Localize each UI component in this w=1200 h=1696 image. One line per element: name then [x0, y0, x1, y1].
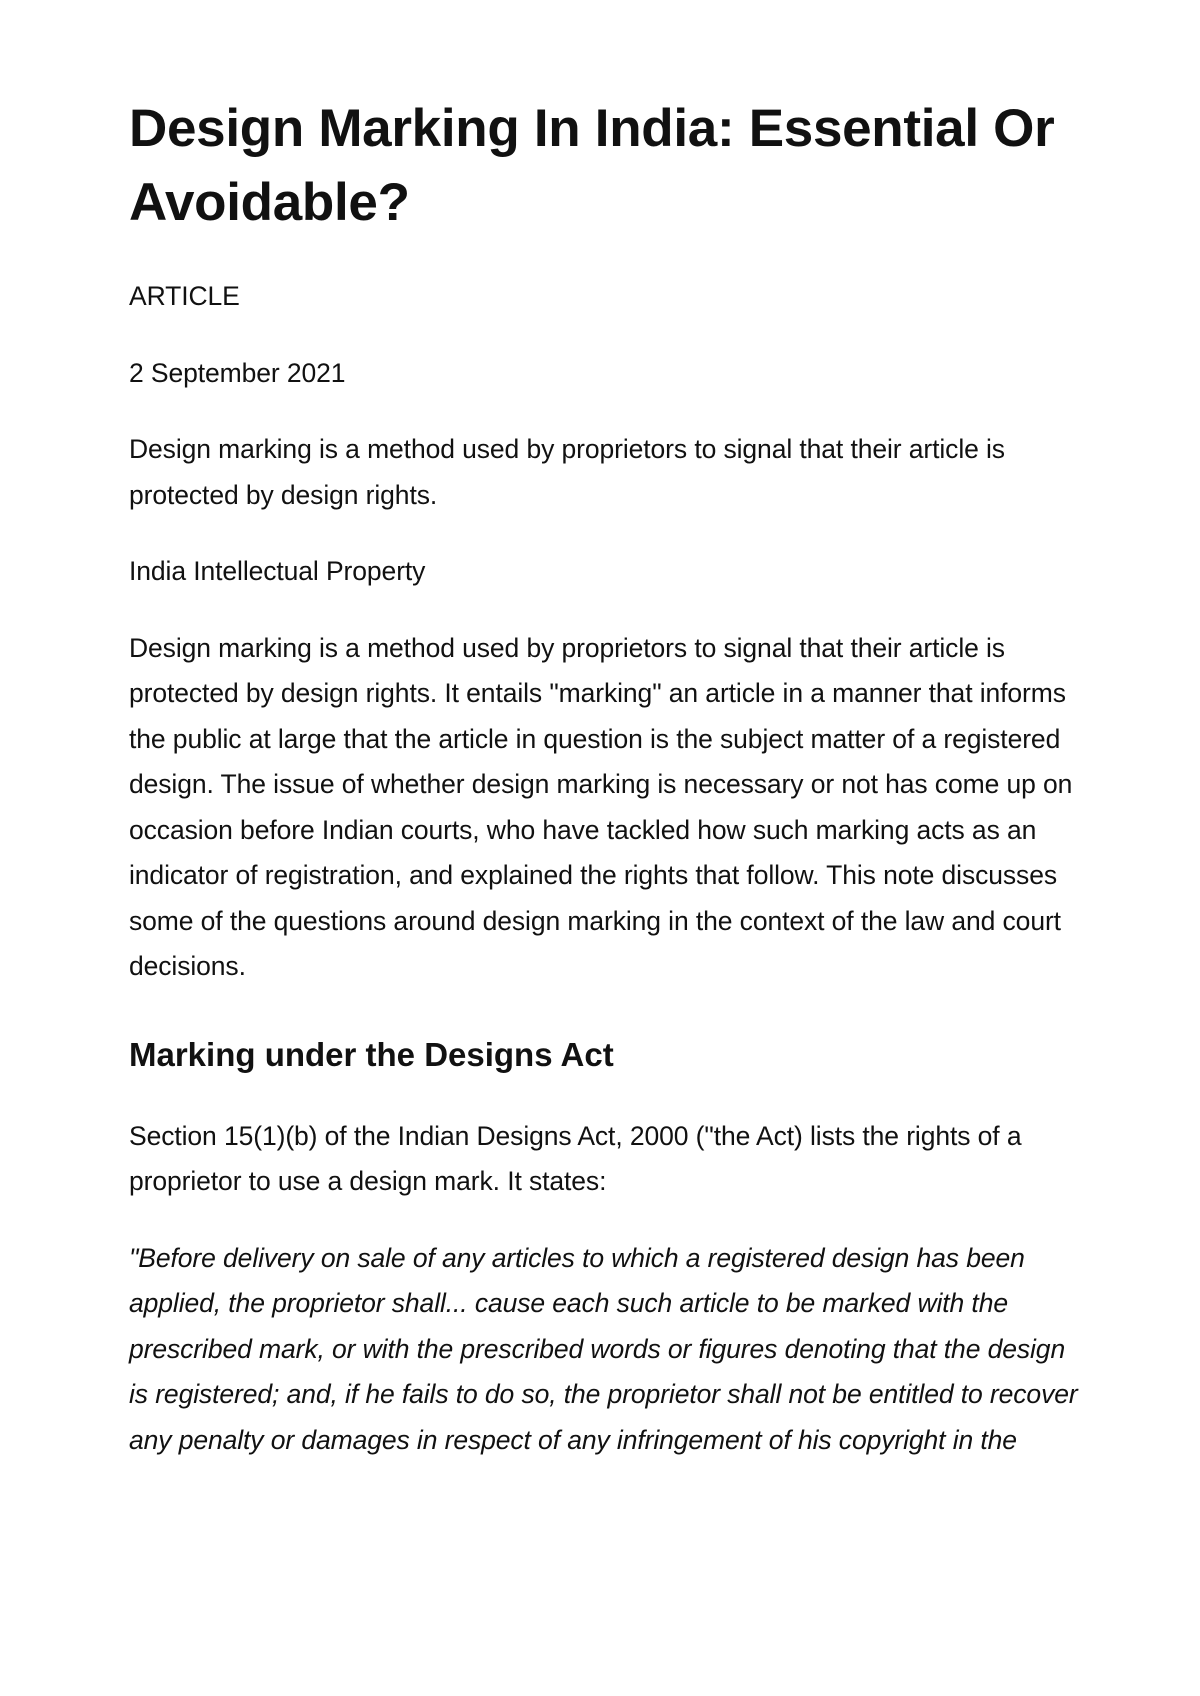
article-summary: Design marking is a method used by proprietors to signal that their article is protected by design rights. [129, 434, 1005, 510]
statute-quote: "Before delivery on sale of any articles to which a registered design has been applied, the proprietor shall... cause each such article to be marked with the prescribed mark, or with the prescribed words or figures denoting that the design is registered; and, if he fails to do so, the proprietor shall not be entitled to recover any penalty or damages in respect of any infringement of his copyright in the [129, 1242, 1078, 1455]
article-body-intro: Design marking is a method used by proprietors to signal that their article is protected by design rights. It entails "marking" an article in a manner that informs the public at large that the article in question is the subject matter of a registered design. The issue of whether design marking is necessary or not has come up on occasion before Indian courts, who have tackled how such marking acts as an indicator of registration, and explained the rights that follow. This note discusses some of the questions around design marking in the context of the law and court decisions. [129, 632, 1073, 981]
section-heading: Marking under the Designs Act [129, 1035, 614, 1073]
article-type-label: ARTICLE [129, 281, 240, 311]
article-title: Design Marking In India: Essential Or Avoidable? [129, 99, 1055, 232]
section-paragraph: Section 15(1)(b) of the Indian Designs Act, 2000 ("the Act) lists the rights of a proprietor to use a design mark. It states: [129, 1120, 1022, 1196]
article [129, 92, 1089, 1463]
article-category: India Intellectual Property [129, 556, 426, 586]
article-date: 2 September 2021 [129, 357, 346, 388]
